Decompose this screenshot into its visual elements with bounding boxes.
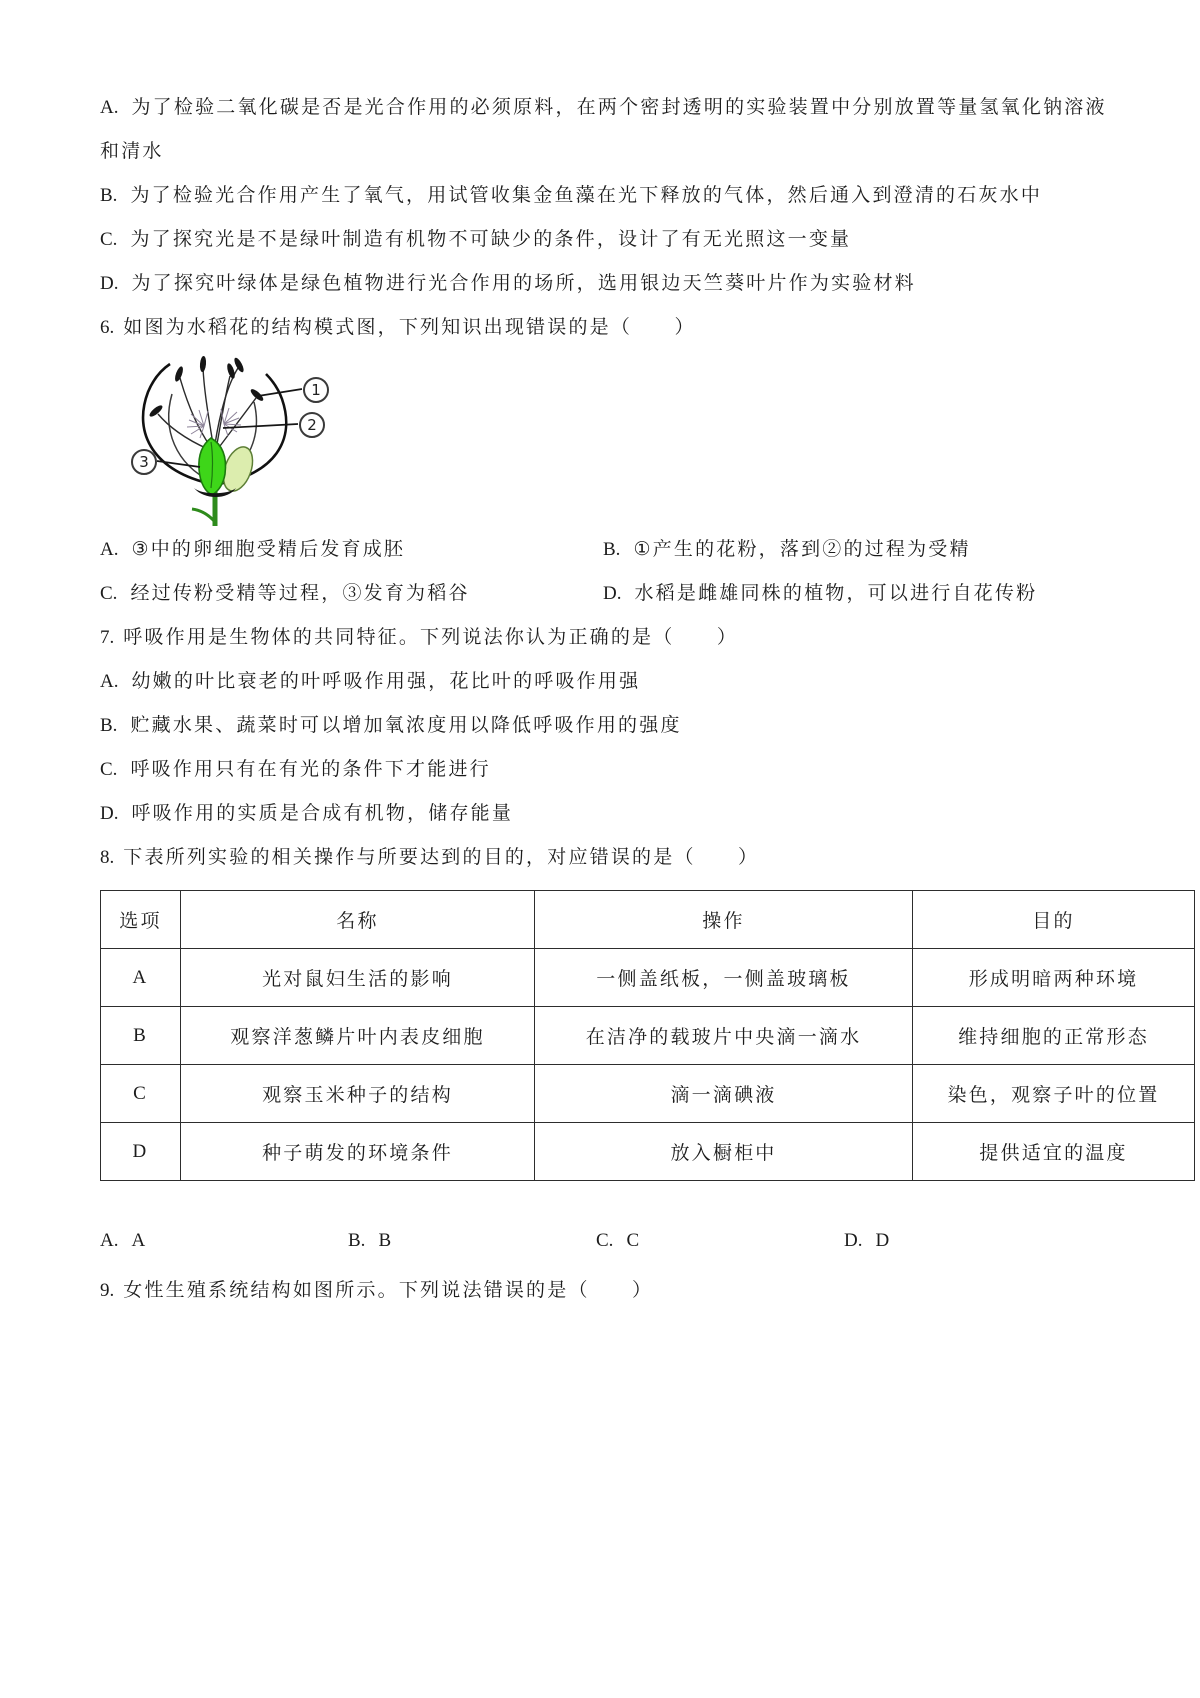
option-text: 为了检验二氧化碳是否是光合作用的必须原料，在两个密封透明的实验装置中分别放置等量氢氧化钠溶液和清水 — [100, 97, 1107, 162]
option-text: 幼嫩的叶比衰老的叶呼吸作用强，花比叶的呼吸作用强 — [131, 671, 641, 692]
question-number: 9. — [100, 1280, 115, 1301]
question-number: 6. — [100, 317, 115, 338]
table-header-cell: 选项 — [101, 891, 181, 949]
option-text: ①产生的花粉，落到②的过程为受精 — [633, 539, 971, 560]
option-label: A. — [100, 539, 119, 560]
option-item — [100, 792, 1122, 836]
option-text: 呼吸作用的实质是合成有机物，储存能量 — [131, 803, 514, 824]
table-header-cell: 名称 — [181, 891, 535, 949]
option-label: B. — [100, 715, 118, 736]
option-item — [603, 528, 1122, 572]
table-cell: 滴一滴碘液 — [535, 1065, 913, 1123]
option-row — [100, 528, 1122, 572]
option-item — [100, 174, 1122, 218]
option-label: C. — [100, 759, 118, 780]
option-text: A — [131, 1230, 146, 1251]
table-cell: 一侧盖纸板，一侧盖玻璃板 — [535, 949, 913, 1007]
table-cell: C — [101, 1065, 181, 1123]
option-label: C. — [100, 229, 118, 250]
table-cell: 光对鼠妇生活的影响 — [181, 949, 535, 1007]
option-text: ③中的卵细胞受精后发育成胚 — [131, 539, 406, 560]
table-row — [101, 1007, 1195, 1065]
option-item — [100, 660, 1122, 704]
option-item — [100, 262, 1122, 306]
option-text: C — [626, 1230, 640, 1251]
rice-flower-figure — [100, 354, 362, 528]
option-label: B. — [100, 185, 118, 206]
option-label: B. — [348, 1230, 366, 1251]
option-item — [100, 704, 1122, 748]
question-stem — [100, 836, 1122, 880]
option-label: A. — [100, 1230, 119, 1251]
table-header-cell: 目的 — [913, 891, 1195, 949]
table-row — [101, 949, 1195, 1007]
table-cell: 种子萌发的环境条件 — [181, 1123, 535, 1181]
figure-label-1: 1 — [303, 377, 329, 403]
option-label: A. — [100, 671, 119, 692]
option-label: D. — [100, 803, 119, 824]
table-cell: B — [101, 1007, 181, 1065]
table-cell: A — [101, 949, 181, 1007]
experiment-table — [100, 890, 1195, 1181]
option-item — [100, 528, 603, 572]
table-header-row — [101, 891, 1195, 949]
table-cell: 在洁净的载玻片中央滴一滴水 — [535, 1007, 913, 1065]
option-label: B. — [603, 539, 621, 560]
option-item — [348, 1219, 596, 1263]
option-item — [100, 218, 1122, 262]
option-text: D — [875, 1230, 890, 1251]
table-cell: 形成明暗两种环境 — [913, 949, 1195, 1007]
option-text: 经过传粉受精等过程，③发育为稻谷 — [130, 583, 470, 604]
option-label: C. — [596, 1230, 614, 1251]
option-text: 为了探究叶绿体是绿色植物进行光合作用的场所，选用银边天竺葵叶片作为实验材料 — [131, 273, 916, 294]
option-text: B — [378, 1230, 392, 1251]
option-text: 为了探究光是不是绿叶制造有机物不可缺少的条件，设计了有无光照这一变量 — [130, 229, 852, 250]
option-text: 为了检验光合作用产生了氧气，用试管收集金鱼藻在光下释放的气体，然后通入到澄清的石灰水中 — [130, 185, 1043, 206]
table-cell: 观察玉米种子的结构 — [181, 1065, 535, 1123]
table-cell: 染色，观察子叶的位置 — [913, 1065, 1195, 1123]
option-label: D. — [844, 1230, 863, 1251]
question-stem — [100, 306, 1122, 350]
question-text: 下表所列实验的相关操作与所要达到的目的，对应错误的是（ ） — [123, 847, 760, 868]
table-row — [101, 1123, 1195, 1181]
option-label: A. — [100, 97, 119, 118]
option-label: D. — [603, 583, 622, 604]
option-label: C. — [100, 583, 118, 604]
option-item — [100, 572, 603, 616]
option-row — [100, 572, 1122, 616]
table-header-cell: 操作 — [535, 891, 913, 949]
table-cell: 提供适宜的温度 — [913, 1123, 1195, 1181]
table-cell: 观察洋葱鳞片叶内表皮细胞 — [181, 1007, 535, 1065]
option-text: 呼吸作用只有在有光的条件下才能进行 — [130, 759, 491, 780]
option-item — [100, 86, 1116, 174]
table-row — [101, 1065, 1195, 1123]
option-item — [603, 572, 1122, 616]
figure-label-3: 3 — [131, 449, 157, 475]
question-stem — [100, 1269, 1122, 1313]
question-stem — [100, 616, 1122, 660]
table-cell: 放入橱柜中 — [535, 1123, 913, 1181]
question-text: 呼吸作用是生物体的共同特征。下列说法你认为正确的是（ ） — [123, 627, 739, 648]
table-cell: 维持细胞的正常形态 — [913, 1007, 1195, 1065]
option-text: 水稻是雌雄同株的植物，可以进行自花传粉 — [634, 583, 1038, 604]
option-label: D. — [100, 273, 119, 294]
option-item — [844, 1219, 1122, 1263]
table-cell: D — [101, 1123, 181, 1181]
option-item — [100, 1219, 348, 1263]
option-item — [100, 748, 1122, 792]
option-text: 贮藏水果、蔬菜时可以增加氧浓度用以降低呼吸作用的强度 — [130, 715, 682, 736]
question-number: 8. — [100, 847, 115, 868]
option-item — [596, 1219, 844, 1263]
answer-options-row — [100, 1219, 1122, 1263]
figure-label-2: 2 — [299, 412, 325, 438]
question-text: 如图为水稻花的结构模式图，下列知识出现错误的是（ ） — [123, 317, 696, 338]
question-text: 女性生殖系统结构如图所示。下列说法错误的是（ ） — [123, 1280, 654, 1301]
question-number: 7. — [100, 627, 115, 648]
